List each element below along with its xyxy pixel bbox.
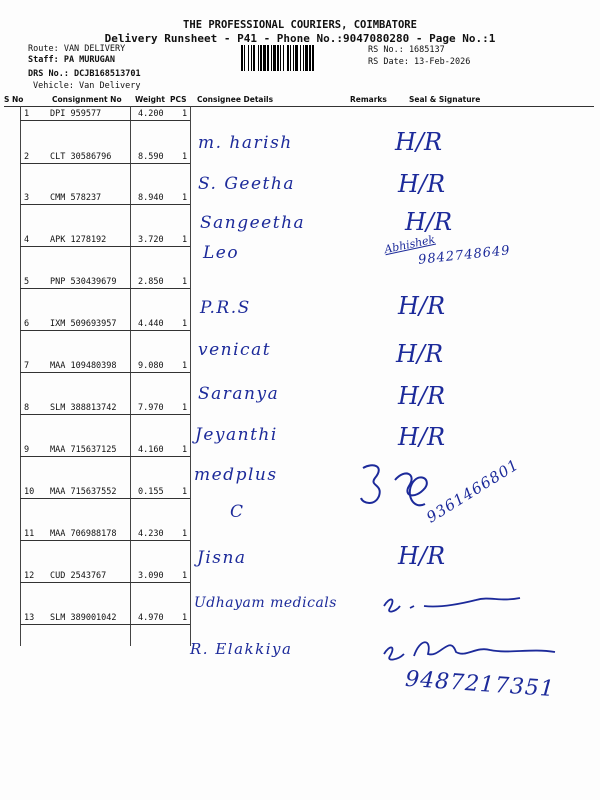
staff-line: Staff: PA MURUGAN (28, 55, 115, 65)
handwritten-name: P.R.S (200, 298, 251, 318)
col-sno: S No (4, 95, 24, 104)
handwritten-seal: H/R (398, 170, 446, 198)
barcode-bar (260, 45, 262, 71)
pcs-value: 1 (182, 571, 188, 581)
handwritten-name: Udhayam medicals (194, 595, 337, 611)
row-sno: 8 (24, 403, 30, 413)
rs-date: RS Date: 13-Feb-2026 (368, 56, 471, 67)
consignment-number: MAA 109480398 (50, 361, 117, 371)
handwritten-name: S. Geetha (198, 174, 295, 194)
barcode-bar (312, 45, 314, 71)
weight-value: 9.080 (138, 361, 164, 371)
barcode-bar (300, 45, 301, 71)
rs-info (368, 45, 470, 68)
barcode-bar (305, 45, 308, 71)
barcode-bar (309, 45, 311, 71)
row-rule (20, 246, 190, 247)
barcode-bar (287, 45, 289, 71)
barcode-bar (251, 45, 252, 71)
pcs-value: 1 (182, 193, 188, 203)
col-seal: Seal & Signature (409, 95, 481, 104)
col-consignment: Consignment No (52, 95, 122, 104)
handwritten-seal: H/R (398, 423, 446, 451)
barcode-bar (273, 45, 276, 71)
handwritten-signature-scribble (380, 628, 560, 668)
handwritten-name: m. harish (198, 133, 293, 153)
barcode-bar (241, 45, 243, 71)
pcs-value: 1 (182, 109, 188, 119)
barcode-bar (244, 45, 245, 71)
barcode-bar (290, 45, 291, 71)
row-sno: 7 (24, 361, 30, 371)
weight-value: 4.230 (138, 529, 164, 539)
handwritten-signature: Abhishek (383, 232, 437, 257)
row-rule (20, 330, 190, 331)
consignment-number: MAA 715637125 (50, 445, 117, 455)
barcode-bar (248, 45, 249, 71)
row-sno: 13 (24, 613, 35, 623)
weight-value: 4.160 (138, 445, 164, 455)
consignment-number: CLT 30586796 (50, 152, 112, 162)
col-remarks: Remarks (350, 95, 387, 104)
pcs-value: 1 (182, 319, 188, 329)
barcode-bar (293, 45, 294, 71)
handwritten-seal: H/R (405, 208, 453, 236)
company-name: THE PROFESSIONAL COURIERS, COIMBATORE (183, 19, 417, 31)
barcode-bar (277, 45, 279, 71)
row-sno: 3 (24, 193, 30, 203)
row-rule (20, 372, 190, 373)
vehicle-line: Vehicle: Van Delivery (33, 81, 141, 91)
table-row (0, 529, 600, 549)
handwritten-name: venicat (198, 340, 272, 360)
row-rule (20, 540, 190, 541)
consignment-number: IXM 509693957 (50, 319, 117, 329)
row-sno: 6 (24, 319, 30, 329)
route-line: Route: VAN DELIVERY (28, 44, 126, 54)
handwritten-seal: H/R (396, 340, 444, 368)
runsheet-title: Delivery Runsheet - P41 - Phone No.:9047080280 - Page No.:1 (104, 32, 496, 45)
table-header (4, 95, 594, 106)
handwritten-seal: H/R (398, 292, 446, 320)
barcode (240, 45, 362, 71)
handwritten-phone: 9361466801 (423, 455, 523, 527)
table-row (0, 487, 600, 507)
handwritten-seal: H/R (395, 128, 443, 156)
consignment-number: MAA 706988178 (50, 529, 117, 539)
pcs-value: 1 (182, 487, 188, 497)
consignment-number: CUD 2543767 (50, 571, 107, 581)
row-rule (20, 456, 190, 457)
barcode-bar (271, 45, 272, 71)
handwritten-name: Saranya (198, 384, 280, 404)
rs-number: RS No.: 1685137 (368, 45, 445, 55)
row-rule (20, 163, 190, 164)
weight-value: 8.940 (138, 193, 164, 203)
header-rule (4, 106, 594, 107)
row-sno: 12 (24, 571, 35, 581)
handwritten-name: Jeyanthi (195, 425, 278, 445)
row-sno: 2 (24, 152, 30, 162)
col-consignee: Consignee Details (197, 95, 274, 104)
handwritten-seal: H/R (398, 542, 446, 570)
weight-value: 0.155 (138, 487, 164, 497)
table-row (0, 277, 600, 297)
handwritten-name: C (230, 502, 245, 522)
weight-value: 4.200 (138, 109, 164, 119)
handwritten-signature-scribble (380, 588, 530, 618)
table-row (0, 152, 600, 172)
handwritten-phone: 9842748649 (417, 243, 512, 268)
consignment-number: MAA 715637552 (50, 487, 117, 497)
table-row (0, 319, 600, 339)
handwritten-name: medplus (194, 465, 278, 485)
barcode-bar (267, 45, 269, 71)
weight-value: 7.970 (138, 403, 164, 413)
weight-value: 2.850 (138, 277, 164, 287)
pcs-value: 1 (182, 529, 188, 539)
pcs-value: 1 (182, 152, 188, 162)
handwritten-name: Leo (203, 243, 240, 263)
table-row (0, 403, 600, 423)
row-rule (20, 582, 190, 583)
row-sno: 11 (24, 529, 35, 539)
barcode-bar (253, 45, 255, 71)
barcode-bar (283, 45, 284, 71)
row-sno: 9 (24, 445, 30, 455)
row-rule (20, 204, 190, 205)
barcode-bar (303, 45, 304, 71)
table-row (0, 193, 600, 213)
table-row (0, 109, 600, 129)
pcs-value: 1 (182, 613, 188, 623)
consignment-number: DPI 959577 (50, 109, 102, 119)
barcode-bar (258, 45, 259, 71)
col-pcs: PCS (170, 95, 187, 104)
pcs-value: 1 (182, 235, 188, 245)
row-rule (20, 624, 190, 625)
consignment-number: APK 1278192 (50, 235, 107, 245)
row-sno: 1 (24, 109, 30, 119)
row-rule (20, 288, 190, 289)
handwritten-seal: H/R (398, 382, 446, 410)
row-sno: 4 (24, 235, 30, 245)
weight-value: 3.090 (138, 571, 164, 581)
handwritten-name: R. Elakkiya (190, 640, 293, 658)
row-sno: 5 (24, 277, 30, 287)
col-weight: Weight (135, 95, 165, 104)
barcode-bar (263, 45, 266, 71)
weight-value: 3.720 (138, 235, 164, 245)
consignment-number: CMM 578237 (50, 193, 102, 203)
consignment-number: PNP 530439679 (50, 277, 117, 287)
consignment-number: SLM 389001042 (50, 613, 117, 623)
pcs-value: 1 (182, 361, 188, 371)
consignment-number: SLM 388813742 (50, 403, 117, 413)
drs-line: DRS No.: DCJB168513701 (28, 69, 141, 79)
row-rule (20, 498, 190, 499)
handwritten-name: Jisna (197, 548, 247, 568)
barcode-bar (280, 45, 281, 71)
barcode-bar (295, 45, 298, 71)
table-row (0, 361, 600, 381)
pcs-value: 1 (182, 277, 188, 287)
pcs-value: 1 (182, 403, 188, 413)
pcs-value: 1 (182, 445, 188, 455)
handwritten-phone: 9487217351 (404, 666, 556, 703)
weight-value: 4.440 (138, 319, 164, 329)
handwritten-name: Sangeetha (200, 213, 306, 233)
row-rule (20, 120, 190, 121)
weight-value: 4.970 (138, 613, 164, 623)
row-rule (20, 414, 190, 415)
row-sno: 10 (24, 487, 35, 497)
weight-value: 8.590 (138, 152, 164, 162)
